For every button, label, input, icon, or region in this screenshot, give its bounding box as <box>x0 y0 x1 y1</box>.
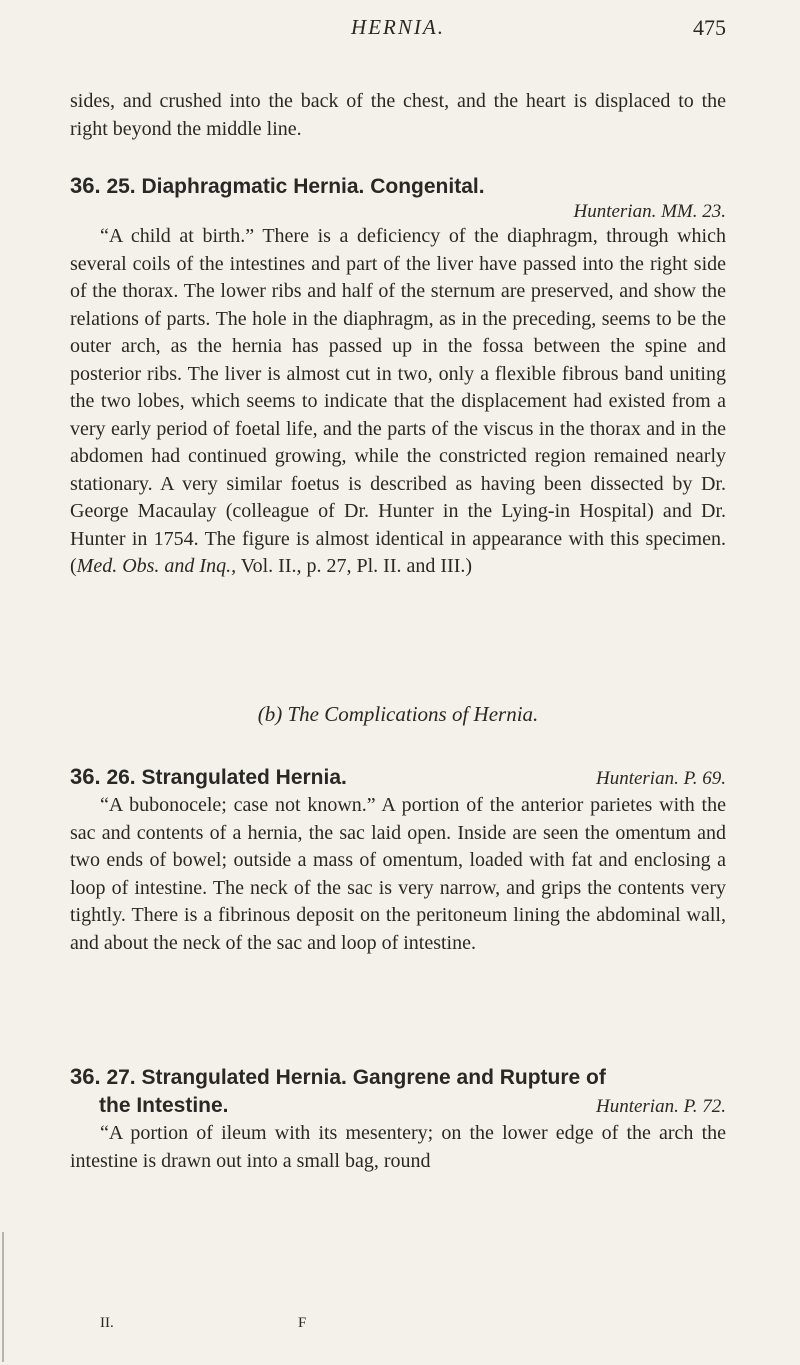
citation-journal: Med. Obs. and Inq., <box>76 555 237 577</box>
entry-id: 27. <box>106 1066 136 1089</box>
entry-body: “A portion of ileum with its mesentery; on the lower edge of the arch the intestine is drawn out into a small bag, round <box>70 1122 726 1172</box>
volume-mark: II. <box>100 1315 114 1331</box>
intro-paragraph-block <box>70 88 726 143</box>
entry-heading <box>70 172 726 201</box>
entry-title-line2: the Intestine. <box>99 1094 229 1117</box>
entry-id: 25. <box>106 175 136 198</box>
entry-reference: Hunterian. P. 69. <box>595 768 726 789</box>
entry-36-26 <box>70 763 726 957</box>
running-head <box>70 15 726 51</box>
entry-number: 36. <box>70 1064 101 1089</box>
entry-id: 26. <box>106 766 136 789</box>
entry-body: “A child at birth.” There is a deficiency of the diaphragm, through which several coils of the intestines and part of the liver have passed into the right side of the thorax. The lower ribs and half of the sternum are preserved, and show the relations of parts. The hole in the diaphragm, as in the preceding, seems to be the outer arch, as the hernia has passed up in the fossa between the spine and posterior ribs. The liver is almost cut in two, only a flexible fibrous band uniting the two lobes, which seems to indicate that the displacement had existed from a very early period of foetal life, and the parts of the viscus in the thorax and in the abdomen had continued growing, while the constricted region remained nearly stationary. A very similar foetus is described as having been dissected by Dr. George Macaulay (colleague of Dr. Hunter in the Lying-in Hospital) and Dr. Hunter in 1754. The figure is almost identical in appearance with this specimen. (Med. Obs. and Inq., Vol. II., p. 27, Pl. II. and III.) <box>70 225 726 577</box>
subsection-title: The Complications of Hernia. <box>287 702 539 726</box>
subsection-label: (b) <box>257 702 283 726</box>
entry-number: 36. <box>70 764 101 789</box>
entry-qualifier: Congenital. <box>370 175 485 198</box>
intro-paragraph: sides, and crushed into the back of the chest, and the heart is displaced to the right beyond the middle line. <box>70 90 726 140</box>
signature-mark: F <box>298 1315 307 1331</box>
citation-detail: Vol. II., p. 27, Pl. II. and III.) <box>240 555 473 577</box>
entry-heading-row-2 <box>70 1092 726 1120</box>
entry-title-line1: Strangulated Hernia. Gangrene and Rupture of <box>141 1066 606 1089</box>
page-number: 475 <box>693 15 726 40</box>
entry-heading-row <box>70 763 726 792</box>
entry-36-27 <box>70 1063 726 1175</box>
entry-title: Strangulated Hernia. <box>141 766 347 789</box>
subsection-heading <box>70 702 726 727</box>
entry-heading <box>70 1063 726 1092</box>
gutter-shadow <box>2 1232 4 1362</box>
running-title: HERNIA. <box>351 15 445 39</box>
entry-title: Diaphragmatic Hernia. <box>141 175 365 198</box>
entry-reference: Hunterian. MM. 23. <box>573 201 726 222</box>
entry-number: 36. <box>70 173 101 198</box>
entry-heading <box>70 763 347 792</box>
entry-body: “A bubonocele; case not known.” A portion of the anterior parietes with the sac and contents of a hernia, the sac laid open. Inside are seen the omentum and two ends of bowel; outside a mass of omentum, loaded with fat and enclosing a loop of intestine. The neck of the sac is very narrow, and grips the contents very tightly. There is a fibrinous deposit on the peritoneum lining the abdominal wall, and about the neck of the sac and loop of intestine. <box>70 794 726 954</box>
entry-reference: Hunterian. P. 72. <box>595 1096 726 1117</box>
entry-36-25 <box>70 172 726 581</box>
entry-body-text: “A child at birth.” There is a deficiency of the diaphragm, through which several coils of the intestines and part of the liver have passed into the right side of the thorax. The lower ribs and half of the sternum are preserved, and show the relations of parts. The hole in the diaphragm, as in the preceding, seems to be the outer arch, as the hernia has passed up in the fossa between the spine and posterior ribs. The liver is almost cut in two, only a flexible fibrous band uniting the two lobes, which seems to indicate that the displacement had existed from a very early period of foetal life, and the parts of the viscus in the thorax and in the abdomen had continued growing, while the constricted region remained nearly stationary. A very similar foetus is described as having been dissected by Dr. George Macaulay (colleague of Dr. Hunter in the Lying-in Hospital) and Dr. Hunter in 1754. The figure is almost identical in appearance with this specimen. <box>70 225 726 550</box>
